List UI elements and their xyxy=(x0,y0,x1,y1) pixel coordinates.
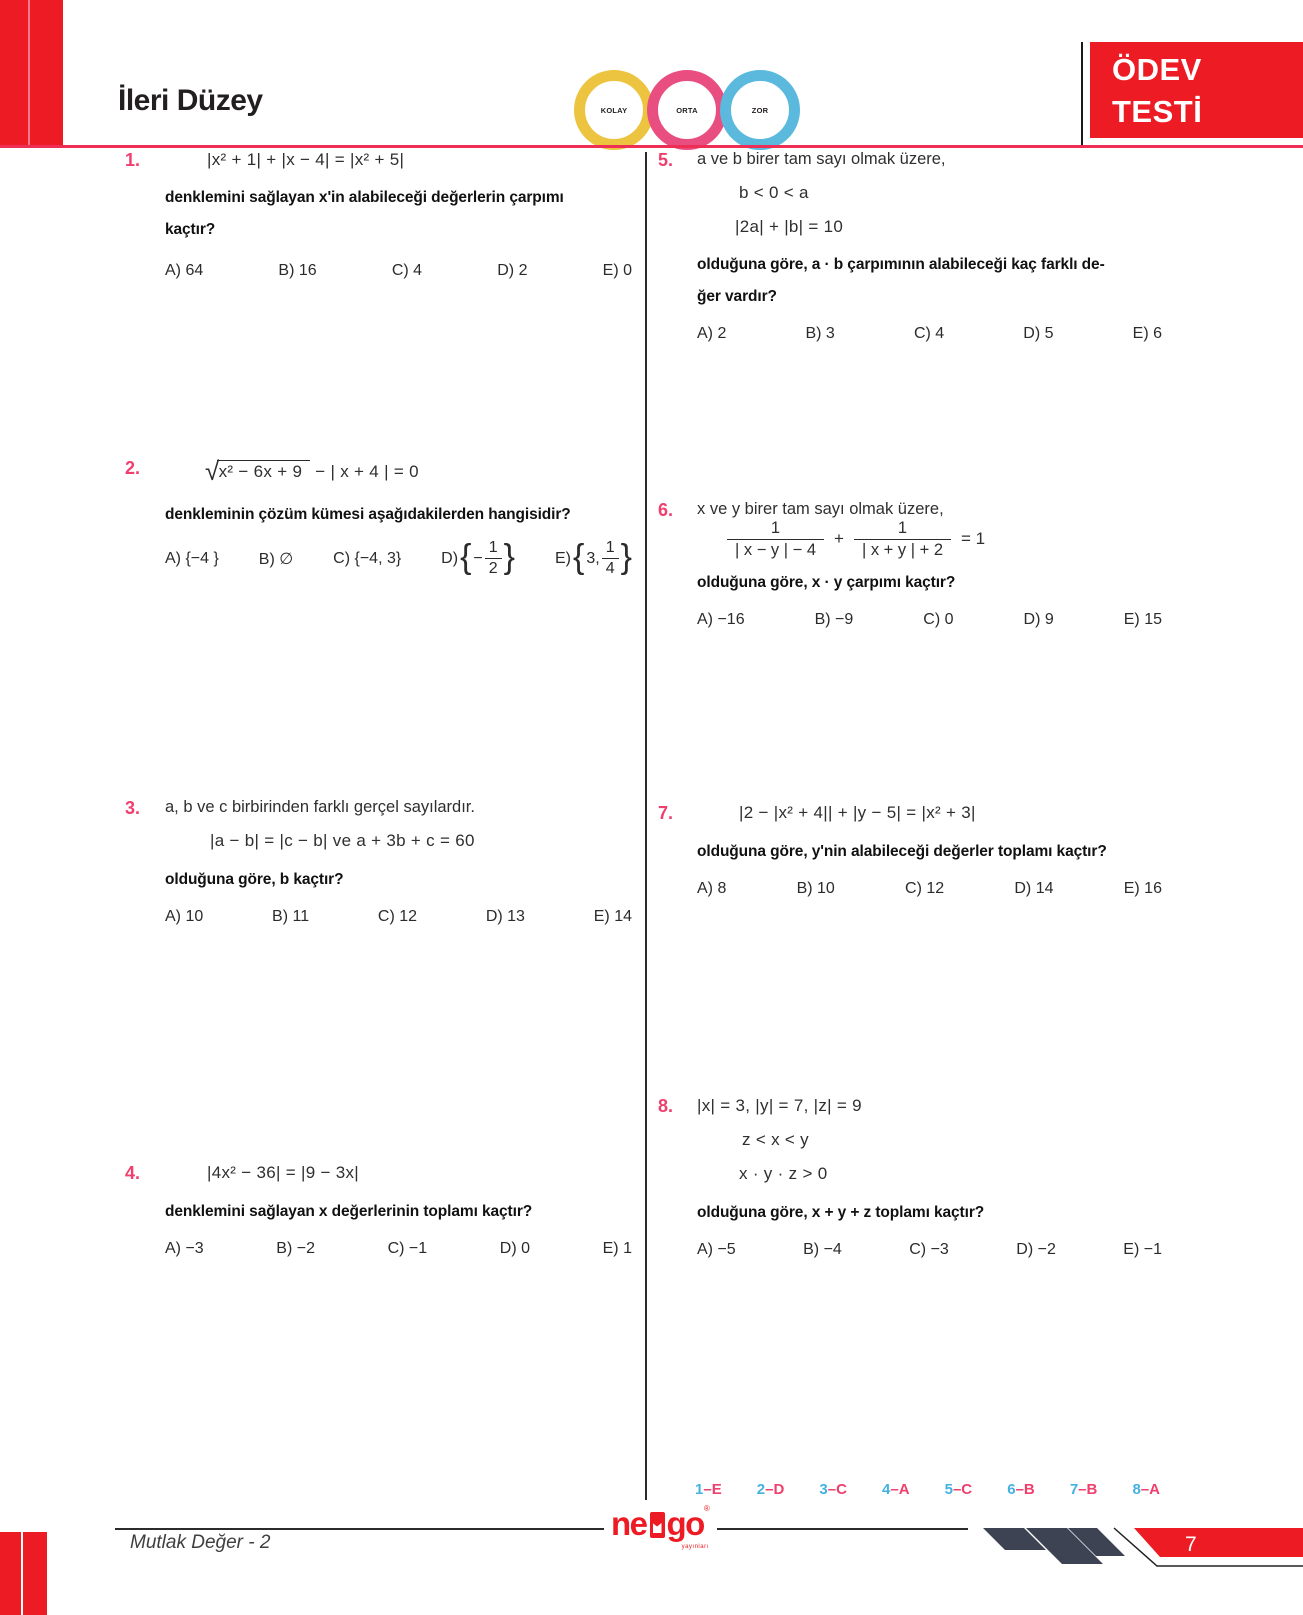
page-number: 7 xyxy=(1185,1533,1197,1556)
q4-equation: |4x² − 36| = |9 − 3x| xyxy=(207,1163,360,1182)
answer-key-4: 4–A xyxy=(882,1481,910,1498)
q8-product-condition: x · y · z > 0 xyxy=(739,1164,828,1183)
q4-option-a: A) −3 xyxy=(165,1240,204,1257)
red-bar-divider-line xyxy=(28,0,30,145)
answer-key-1: 1–E xyxy=(695,1481,722,1498)
q2-option-e-label: E) xyxy=(555,549,571,567)
q5-option-c: C) 4 xyxy=(913,325,945,342)
question-8-number: 8. xyxy=(658,1096,674,1116)
q3-options xyxy=(165,908,632,926)
q8-prompt: olduğuna göre, x + y + z toplamı kaçtır? xyxy=(697,1204,985,1221)
q1-option-b: B) 16 xyxy=(278,262,317,279)
q2-equation-rest: − | x + 4 | = 0 xyxy=(315,462,419,481)
q1-prompt-line1: denklemini sağlayan x'in alabileceği değerlerin çarpımı xyxy=(165,189,564,206)
logo-subtext: yayınları xyxy=(681,1544,709,1550)
question-5-number: 5. xyxy=(658,150,674,170)
answer-key-2: 2–D xyxy=(756,1481,785,1498)
q7-options xyxy=(697,880,1162,898)
q5-options xyxy=(697,325,1162,343)
q8-option-e: E) −1 xyxy=(1123,1241,1162,1258)
question-3 xyxy=(125,798,632,926)
q4-option-e: E) 1 xyxy=(602,1240,632,1257)
q2-equation xyxy=(205,458,632,484)
q1-prompt-line2: kaçtır? xyxy=(165,221,216,238)
q3-option-e: E) 14 xyxy=(593,908,632,925)
q2-prompt: denkleminin çözüm kümesi aşağıdakilerden hangisidir? xyxy=(165,506,571,523)
homework-test-badge xyxy=(1090,42,1303,138)
plus-sign: + xyxy=(834,529,844,549)
q4-prompt: denklemini sağlayan x değerlerinin toplamı kaçtır? xyxy=(165,1203,533,1220)
fraction: $\frac{1}{| x - y | - 4}$ xyxy=(727,519,824,560)
q4-option-d: D) 0 xyxy=(499,1240,531,1257)
badge-left-border xyxy=(1081,42,1083,146)
q2-option-b: B) ∅ xyxy=(258,550,294,568)
q5-option-a: A) 2 xyxy=(697,325,727,342)
q8-option-a: A) −5 xyxy=(697,1241,736,1258)
q7-equation: |2 − |x² + 4|| + |y − 5| = |x² + 3| xyxy=(739,803,976,822)
question-3-number: 3. xyxy=(125,798,141,818)
difficulty-hard-ring xyxy=(720,70,800,150)
registered-mark: ® xyxy=(703,1504,710,1513)
q6-option-e: E) 15 xyxy=(1123,610,1162,628)
footer-decoration xyxy=(955,1522,1303,1582)
q7-option-b: B) 10 xyxy=(796,880,835,897)
q1-option-e: E) 0 xyxy=(602,262,632,279)
q8-option-b: B) −4 xyxy=(803,1241,842,1258)
answer-key-7: 7–B xyxy=(1069,1481,1098,1498)
answer-key-8: 8–A xyxy=(1132,1481,1160,1498)
radicand: x² − 6x + 9 xyxy=(217,460,311,482)
q7-option-d: D) 14 xyxy=(1014,880,1054,897)
q5-option-e: E) 6 xyxy=(1132,325,1162,342)
radical-sign: √ xyxy=(205,456,220,486)
q1-option-c: C) 4 xyxy=(391,262,423,279)
question-7 xyxy=(658,803,1162,898)
q7-option-a: A) 8 xyxy=(697,880,727,897)
footer-rule xyxy=(115,1528,968,1530)
badge-line1: ÖDEV xyxy=(1112,52,1202,87)
open-brace: { xyxy=(573,537,585,576)
difficulty-medium-label: ORTA xyxy=(676,105,698,115)
q8-givens: |x| = 3, |y| = 7, |z| = 9 xyxy=(697,1096,862,1115)
q6-option-c: C) 0 xyxy=(923,610,954,628)
open-book-icon xyxy=(650,1512,665,1538)
q1-option-a: A) 64 xyxy=(165,262,204,279)
logo-text-go: go xyxy=(666,1505,704,1542)
question-8 xyxy=(658,1096,1162,1259)
q6-options xyxy=(697,611,1162,629)
q6-prompt: olduğuna göre, x · y çarpımı kaçtır? xyxy=(697,573,956,591)
q3-option-d: D) 13 xyxy=(485,908,525,925)
set-element: 3, xyxy=(586,549,600,567)
q3-option-c: C) 12 xyxy=(377,908,418,925)
minus-sign: − xyxy=(473,549,483,567)
question-6-number: 6. xyxy=(658,500,674,520)
q8-option-d: D) −2 xyxy=(1016,1241,1056,1258)
question-2-number: 2. xyxy=(125,458,141,478)
difficulty-indicator xyxy=(574,70,800,150)
bottom-left-red-bar xyxy=(0,1532,47,1615)
q6-option-b: B) −9 xyxy=(814,610,854,628)
q7-option-e: E) 16 xyxy=(1123,880,1162,897)
header-rule xyxy=(0,145,1303,148)
q5-inequality: b < 0 < a xyxy=(739,183,809,202)
q3-intro: a, b ve c birbirinden farklı gerçel sayılardır. xyxy=(165,798,475,816)
fraction: $\frac{1}{4}$ xyxy=(602,539,619,579)
q8-option-c: C) −3 xyxy=(909,1241,949,1258)
q1-options xyxy=(165,262,632,280)
question-7-number: 7. xyxy=(658,803,674,823)
q5-intro: a ve b birer tam sayı olmak üzere, xyxy=(697,150,946,168)
red-bar-divider-line xyxy=(21,1532,23,1615)
q2-options xyxy=(165,539,632,579)
q4-option-b: B) −2 xyxy=(276,1240,315,1257)
question-1 xyxy=(125,150,632,280)
top-left-red-bar xyxy=(0,0,63,145)
close-brace: } xyxy=(503,537,516,576)
question-2 xyxy=(125,458,632,579)
difficulty-easy-label: KOLAY xyxy=(600,105,628,115)
publisher-logo xyxy=(604,1500,717,1552)
q2-option-d-label: D) xyxy=(441,549,459,567)
lesson-title: Mutlak Değer - 2 xyxy=(130,1532,271,1553)
q6-option-d: D) 9 xyxy=(1023,610,1054,628)
q3-prompt: olduğuna göre, b kaçtır? xyxy=(165,871,344,888)
answer-key-5: 5–C xyxy=(944,1481,973,1498)
question-1-number: 1. xyxy=(125,150,141,170)
answer-key xyxy=(695,1481,1160,1498)
question-5 xyxy=(658,150,1162,343)
q2-option-c: C) {−4, 3} xyxy=(333,549,402,567)
q8-options xyxy=(697,1241,1162,1259)
difficulty-easy-ring xyxy=(574,70,654,150)
column-divider xyxy=(645,152,647,1528)
answer-key-3: 3–C xyxy=(819,1481,847,1498)
fraction: $\frac{1}{| x + y | + 2}$ xyxy=(854,519,951,560)
q5-prompt-line2: ğer vardır? xyxy=(697,288,777,305)
q2-option-e xyxy=(555,539,632,579)
difficulty-hard-label: ZOR xyxy=(751,105,769,115)
q2-option-d xyxy=(441,539,515,579)
q2-option-a: A) {−4 } xyxy=(165,549,219,567)
fraction: $\frac{1}{2}$ xyxy=(485,539,502,579)
answer-key-6: 6–B xyxy=(1007,1481,1035,1498)
q6-intro: x ve y birer tam sayı olmak üzere, xyxy=(697,500,944,518)
close-brace: } xyxy=(620,537,632,576)
logo-text-ne: ne xyxy=(611,1505,647,1542)
q5-equation: |2a| + |b| = 10 xyxy=(735,217,844,236)
q1-equation: |x² + 1| + |x − 4| = |x² + 5| xyxy=(207,150,405,169)
q7-prompt: olduğuna göre, y'nin alabileceği değerler toplamı kaçtır? xyxy=(697,843,1107,860)
difficulty-medium-ring xyxy=(647,70,727,150)
q5-option-d: D) 5 xyxy=(1023,325,1054,342)
badge-line2: TESTİ xyxy=(1112,94,1203,129)
open-brace: { xyxy=(460,537,472,576)
q5-option-b: B) 3 xyxy=(805,325,835,342)
q4-option-c: C) −1 xyxy=(387,1240,428,1257)
q5-prompt-line1: olduğuna göre, a · b çarpımının alabileceği kaç farklı de- xyxy=(697,256,1105,273)
q7-option-c: C) 12 xyxy=(905,880,945,897)
q3-option-a: A) 10 xyxy=(165,908,204,925)
page-title: İleri Düzey xyxy=(118,84,263,117)
question-4 xyxy=(125,1163,632,1258)
q3-option-b: B) 11 xyxy=(272,908,310,925)
question-6 xyxy=(658,500,1162,629)
page-number-band xyxy=(1134,1528,1303,1557)
q3-equation: |a − b| = |c − b| ve a + 3b + c = 60 xyxy=(210,831,475,850)
equals-one: = 1 xyxy=(961,529,986,549)
q6-equation xyxy=(727,519,1162,560)
q6-option-a: A) −16 xyxy=(697,610,745,628)
q1-option-d: D) 2 xyxy=(497,262,528,279)
question-4-number: 4. xyxy=(125,1163,141,1183)
q4-options xyxy=(165,1240,632,1258)
q8-inequality: z < x < y xyxy=(742,1130,809,1149)
